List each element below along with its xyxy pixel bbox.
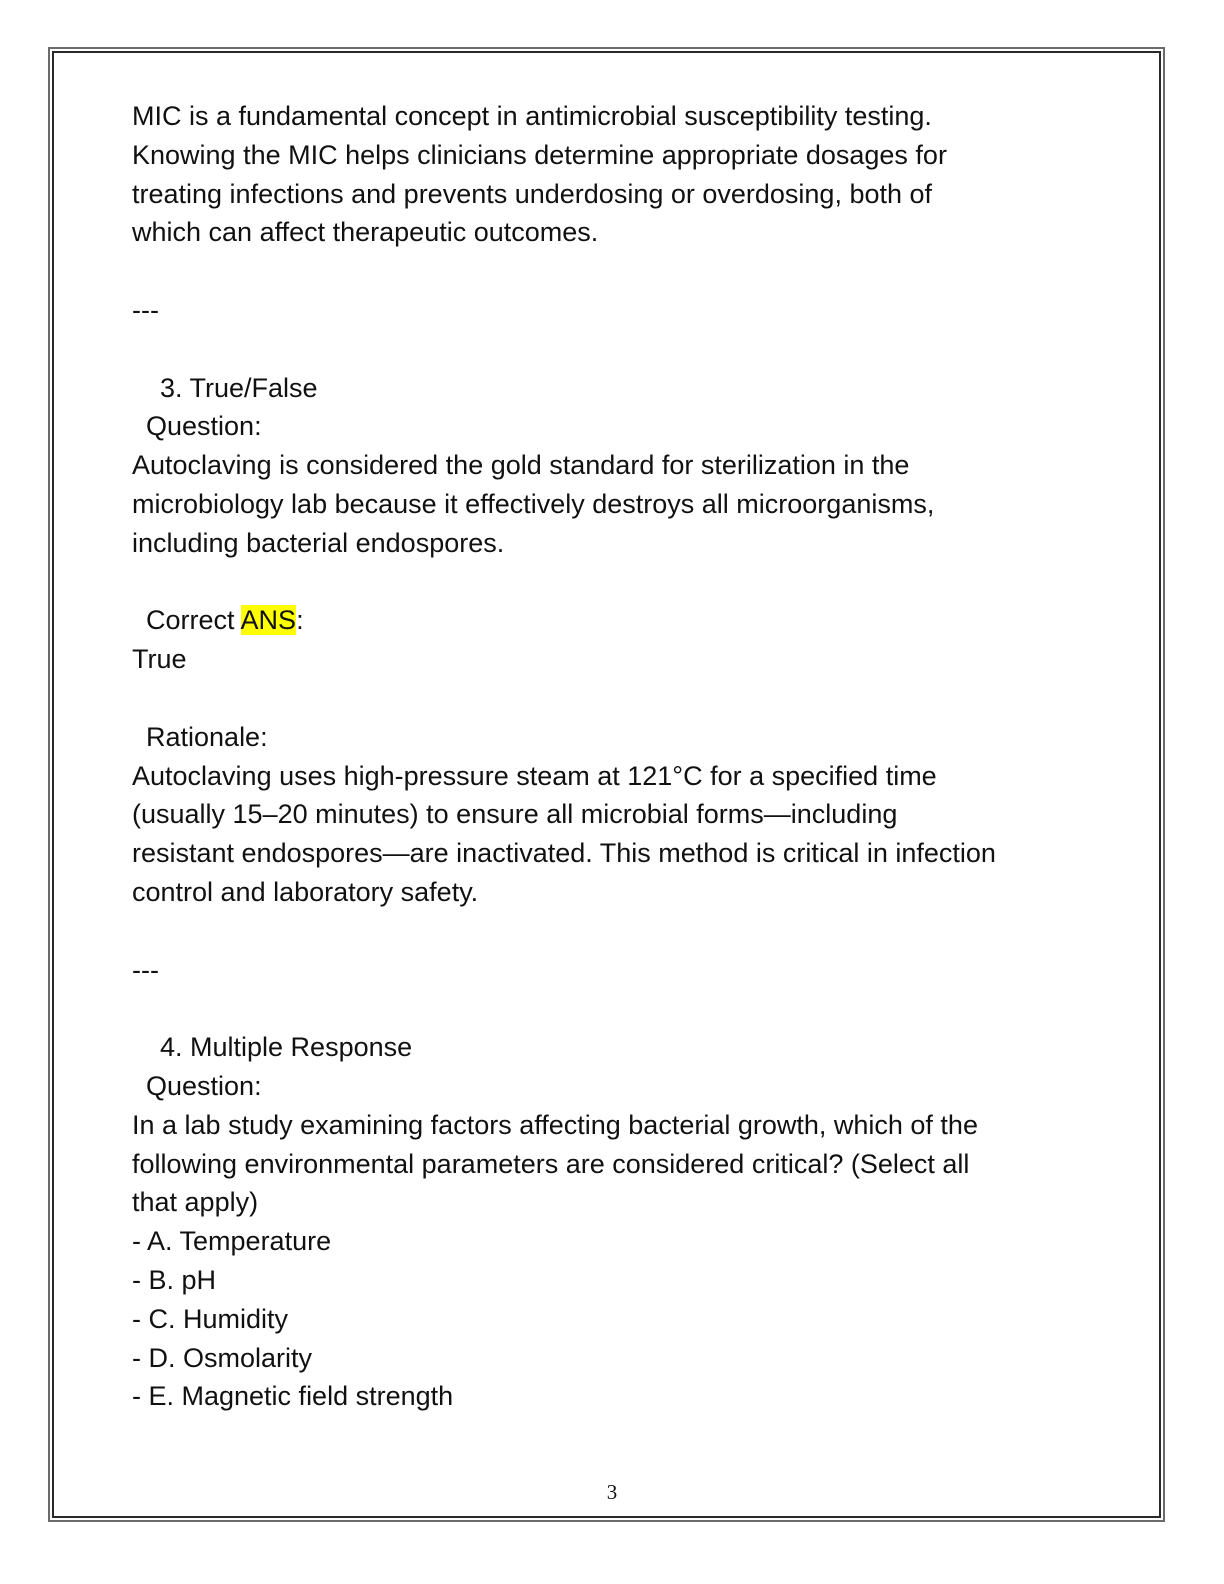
option-item: - D. Osmolarity — [132, 1342, 313, 1373]
question-text-line: Autoclaving is considered the gold standard for sterilization in the — [132, 450, 910, 481]
question-heading: 4. Multiple Response — [160, 1032, 413, 1063]
rationale-line: (usually 15–20 minutes) to ensure all microbial forms—including — [132, 799, 898, 830]
option-item: - E. Magnetic field strength — [132, 1381, 454, 1412]
question-text-line: microbiology lab because it effectively destroys all microorganisms, — [132, 488, 935, 519]
intro-paragraph — [132, 97, 1092, 252]
intro-line: Knowing the MIC helps clinicians determine appropriate dosages for — [132, 139, 947, 170]
question-text-line: including bacterial endospores. — [132, 527, 505, 558]
intro-line: treating infections and prevents underdosing or overdosing, both of — [132, 178, 933, 209]
rationale-line: Autoclaving uses high-pressure steam at 121°C for a specified time — [132, 760, 937, 791]
answer-label-highlight: ANS — [240, 605, 297, 636]
answer-label — [132, 601, 1092, 640]
question-heading: 3. True/False — [160, 372, 318, 403]
question-4 — [132, 1028, 1092, 1416]
answer-label-suffix: : — [296, 605, 304, 636]
option-item: - C. Humidity — [132, 1303, 289, 1334]
separator: --- — [132, 954, 159, 985]
option-item: - A. Temperature — [132, 1226, 332, 1257]
separator: --- — [132, 294, 159, 325]
answer-label-prefix: Correct — [146, 605, 241, 636]
question-label: Question: — [146, 1070, 262, 1101]
page-number: 3 — [606, 1480, 618, 1504]
question-label: Question: — [146, 411, 262, 442]
option-item: - B. pH — [132, 1264, 217, 1295]
question-text-line: In a lab study examining factors affecting bacterial growth, which of the — [132, 1109, 978, 1140]
question-text-line: that apply) — [132, 1187, 259, 1218]
question-text-line: following environmental parameters are considered critical? (Select all — [132, 1148, 970, 1179]
rationale-line: resistant endospores—are inactivated. This method is critical in infection — [132, 838, 996, 869]
rationale-label: Rationale: — [146, 721, 268, 752]
question-3 — [132, 369, 1092, 912]
answer-value: True — [132, 644, 187, 675]
intro-line: MIC is a fundamental concept in antimicrobial susceptibility testing. — [132, 101, 932, 131]
document-body — [132, 97, 1092, 1416]
rationale-line: control and laboratory safety. — [132, 876, 479, 907]
intro-line: which can affect therapeutic outcomes. — [132, 217, 599, 248]
